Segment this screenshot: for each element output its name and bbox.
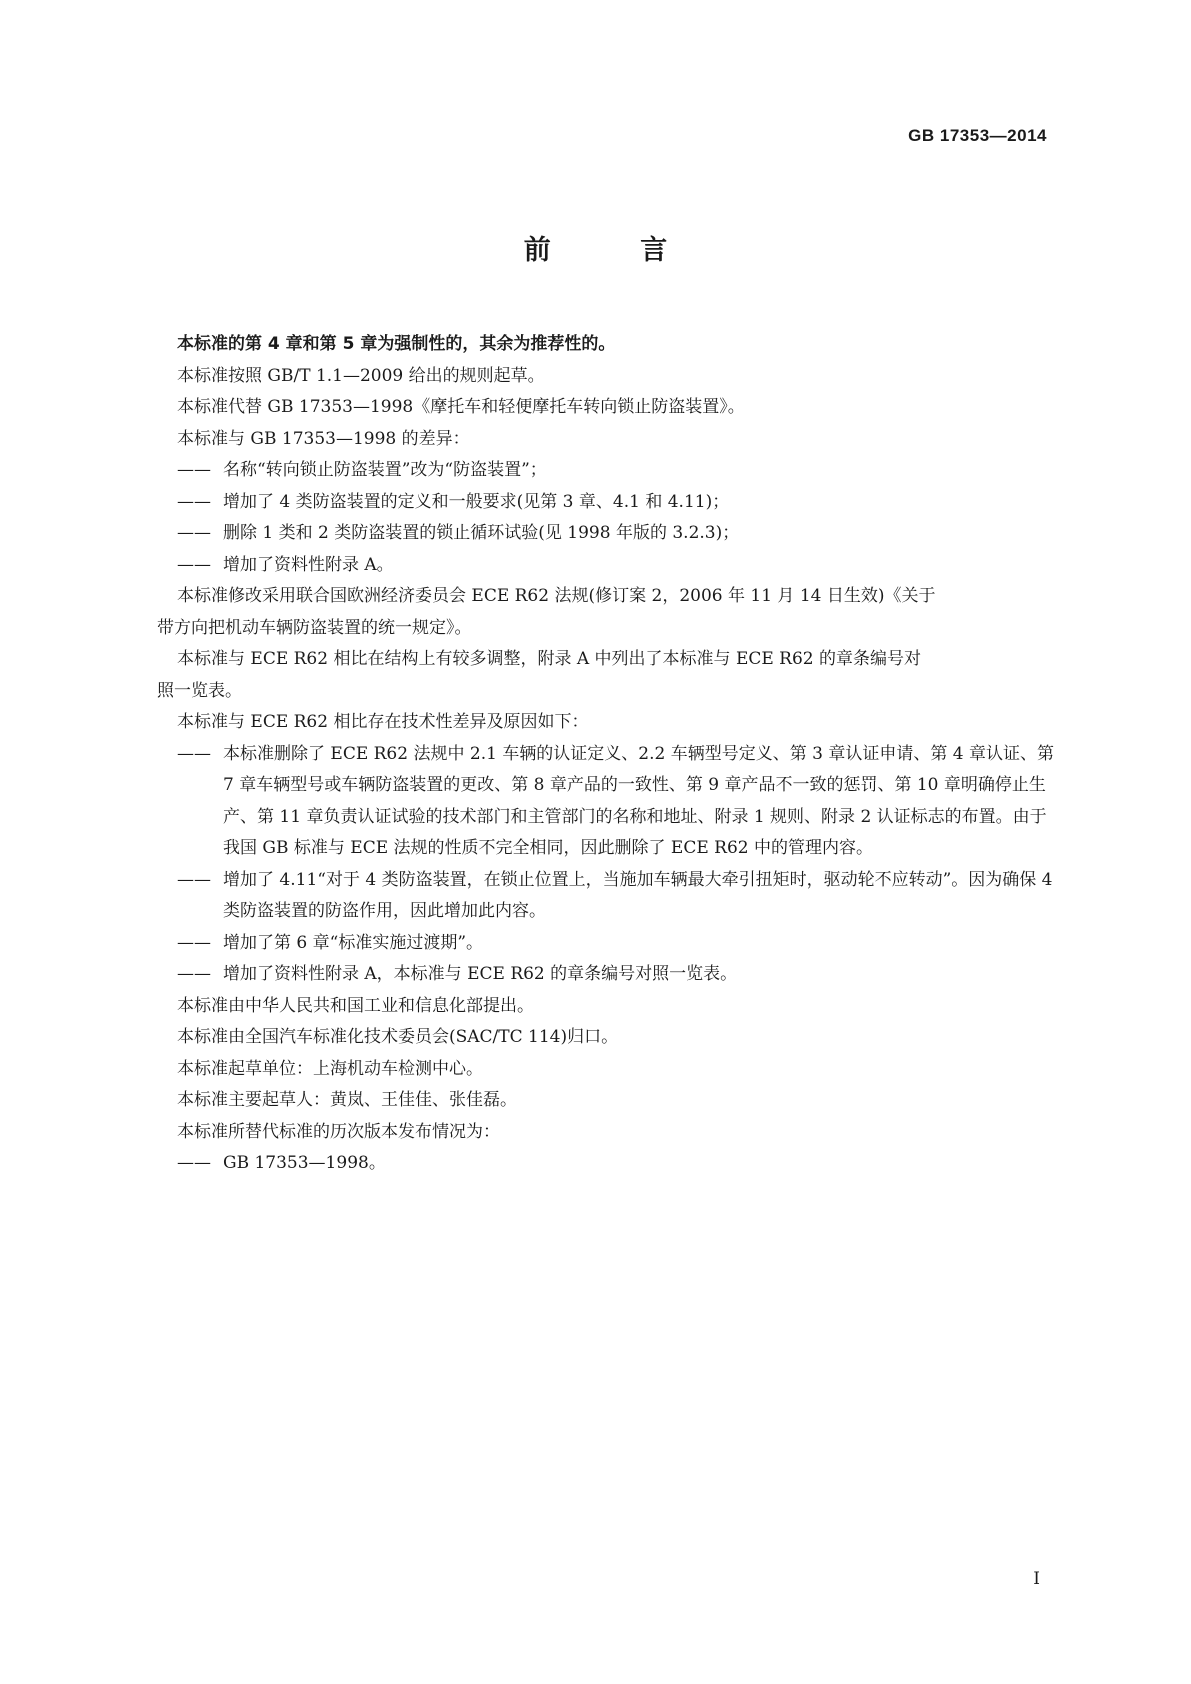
list-item-text: GB 17353—1998。 — [223, 1153, 386, 1173]
list-item-text: 名称“转向锁止防盗装置”改为“防盗装置”； — [223, 460, 547, 480]
list-item-text: 删除 1 类和 2 类防盗装置的锁止循环试验(见 1998 年版的 3.2.3)； — [223, 523, 740, 543]
paragraph-adoption-line2: 带方向把机动车辆防盗装置的统一规定》。 — [157, 617, 472, 638]
list-item — [177, 487, 1057, 519]
paragraph-technical-diff-intro: 本标准与 ECE R62 相比存在技术性差异及原因如下： — [177, 712, 589, 732]
page-number: I — [1033, 1569, 1040, 1589]
list-item — [177, 1148, 1057, 1180]
list-item — [177, 518, 1057, 550]
paragraph-history-intro: 本标准所替代标准的历次版本发布情况为： — [177, 1121, 500, 1142]
paragraph-proposer: 本标准由中华人民共和国工业和信息化部提出。 — [177, 995, 534, 1016]
foreword-body — [157, 329, 1057, 1180]
list-item — [177, 550, 1057, 582]
dash-mark: —— — [177, 964, 211, 984]
list-item-text: 增加了 4.11“对于 4 类防盗装置，在锁止位置上，当施加车辆最大牵引扭矩时，驱动轮不应转动”。因为确保 4 类防盗装置的防盗作用，因此增加此内容。 — [223, 869, 1053, 921]
standard-number: GB 17353—2014 — [908, 126, 1047, 145]
dash-mark: —— — [177, 460, 211, 480]
list-item-text: 增加了第 6 章“标准实施过渡期”。 — [223, 932, 484, 953]
list-item-text: 增加了资料性附录 A。 — [223, 554, 394, 575]
paragraph-drafters: 本标准主要起草人：黄岚、王佳佳、张佳磊。 — [177, 1090, 517, 1110]
paragraph-centralized: 本标准由全国汽车标准化技术委员会(SAC/TC 114)归口。 — [177, 1027, 619, 1047]
list-item-text: 增加了资料性附录 A，本标准与 ECE R62 的章条编号对照一览表。 — [223, 964, 738, 984]
paragraph-structure-line2: 照一览表。 — [157, 680, 242, 701]
dash-mark: —— — [177, 523, 211, 543]
dash-mark: —— — [177, 1153, 211, 1173]
paragraph-replaces: 本标准代替 GB 17353—1998《摩托车和轻便摩托车转向锁止防盗装置》。 — [177, 397, 745, 417]
list-item — [177, 455, 1057, 487]
list-item — [177, 959, 1057, 991]
dash-mark: —— — [177, 554, 211, 575]
page-title: 前 言 — [523, 235, 708, 266]
mandatory-statement: 本标准的第 4 章和第 5 章为强制性的，其余为推荐性的。 — [177, 334, 616, 354]
dash-mark: —— — [177, 932, 211, 953]
paragraph-drafting-rules: 本标准按照 GB/T 1.1—2009 给出的规则起草。 — [177, 365, 545, 386]
list-item-text: 本标准删除了 ECE R62 法规中 2.1 车辆的认证定义、2.2 车辆型号定义、第 3 章认证申请、第 4 章认证、第 7 章车辆型号或车辆防盗装置的更改、第 8 章产品的一致性、第 9 章产品不一致的惩罚、第 10 章明确停止生产、第 11 章负责认证试验的技术部门和主管部门的名称和地址、附录 1 规则、附录 2 认证标志的布置。由于我国 GB 标准与 ECE 法规的性质不完全相同，因此删除了 ECE R62 中的管理内容。 — [223, 743, 1054, 858]
paragraph-adoption-line1: 本标准修改采用联合国欧洲经济委员会 ECE R62 法规(修订案 2，2006 年 11 月 14 日生效)《关于 — [177, 586, 936, 606]
dash-mark: —— — [177, 869, 211, 890]
list-item — [177, 865, 1057, 928]
list-item — [177, 928, 1057, 960]
paragraph-drafting-unit: 本标准起草单位：上海机动车检测中心。 — [177, 1058, 483, 1079]
paragraph-structure-line1: 本标准与 ECE R62 相比在结构上有较多调整，附录 A 中列出了本标准与 ECE R62 的章条编号对 — [177, 649, 922, 669]
list-item — [177, 739, 1057, 865]
dash-mark: —— — [177, 743, 211, 764]
list-item-text: 增加了 4 类防盗装置的定义和一般要求(见第 3 章、4.1 和 4.11)； — [223, 491, 730, 512]
paragraph-differences-intro: 本标准与 GB 17353—1998 的差异： — [177, 428, 470, 449]
dash-mark: —— — [177, 491, 211, 512]
